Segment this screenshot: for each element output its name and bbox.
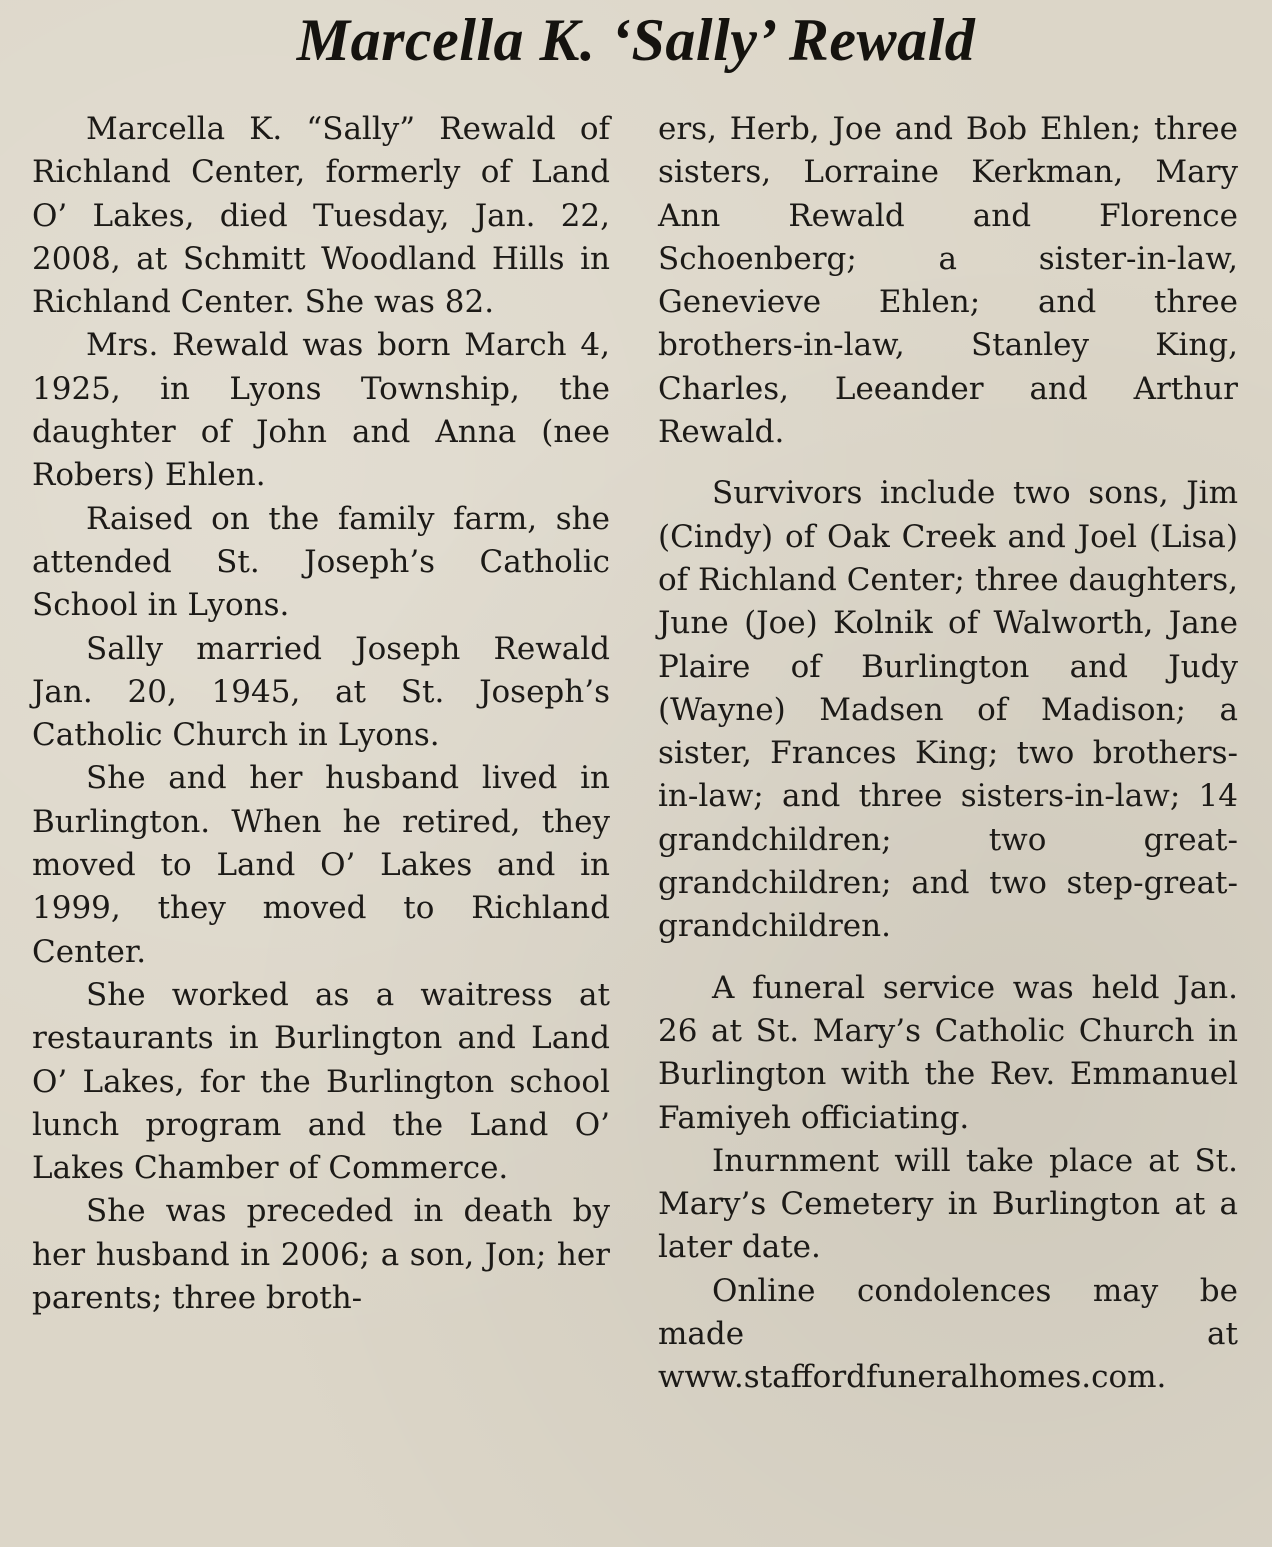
paragraph-death-notice: Marcella K. “Sally” Rewald of Richland Center, formerly of Land O’ Lakes, died Tuesday, Jan. 22, 2008, at Schmitt Woodland Hills in Richland Center. She was 82.: [32, 111, 610, 321]
paragraph-marriage: Sally married Joseph Rewald Jan. 20, 1945, at St. Joseph’s Catholic Church in Lyons.: [32, 630, 610, 754]
paragraph-upbringing: Raised on the family farm, she attended St. Joseph’s Catholic School in Lyons.: [32, 500, 610, 624]
paragraph-inurnment: Inurnment will take place at St. Mary’s Cemetery in Burlington at a later date.: [658, 1142, 1238, 1266]
paragraph-residence: She and her husband lived in Burlington. When he retired, they moved to Land O’ Lakes and in 1999, they moved to Richland Center.: [32, 760, 610, 970]
obituary-headline: Marcella K. ‘Sally’ Rewald: [296, 7, 976, 73]
paragraph-preceded-in-death: She was preceded in death by her husband in 2006; a son, Jon; her parents; three broth-: [32, 1193, 610, 1317]
paragraph-preceded-continued: ers, Herb, Joe and Bob Ehlen; three sisters, Lorraine Kerkman, Mary Ann Rewald and Florence Schoenberg; a sister-in-law, Genevieve Ehlen; and three brothers-in-law, Stanley King, Charles, Leeander and Arthur Rewald.: [658, 111, 1238, 451]
paragraph-work: She worked as a waitress at restaurants in Burlington and Land O’ Lakes, for the Burlington school lunch program and the Land O’ Lakes Chamber of Commerce.: [32, 976, 610, 1187]
paragraph-condolences: Online condolences may be made at www.staffordfuneralhomes.com.: [658, 1272, 1238, 1396]
paragraph-funeral-service: A funeral service was held Jan. 26 at St. Mary’s Catholic Church in Burlington with the Rev. Emmanuel Famiyeh officiating.: [658, 969, 1238, 1136]
left-column: [32, 108, 610, 1320]
paragraph-survivors: Survivors include two sons, Jim (Cindy) of Oak Creek and Joel (Lisa) of Richland Center; three daughters, June (Joe) Kolnik of Walworth, Jane Plaire of Burlington and Judy (Wayne) Madsen of Madison; a sister, Frances King; two brothers-in-law; and three sisters-in-law; 14 grandchildren; two great-grandchildren; and two step-great-grandchildren.: [658, 475, 1238, 945]
paragraph-birth: Mrs. Rewald was born March 4, 1925, in Lyons Township, the daughter of John and Anna (nee Robers) Ehlen.: [32, 327, 610, 494]
right-column: [658, 108, 1238, 1400]
